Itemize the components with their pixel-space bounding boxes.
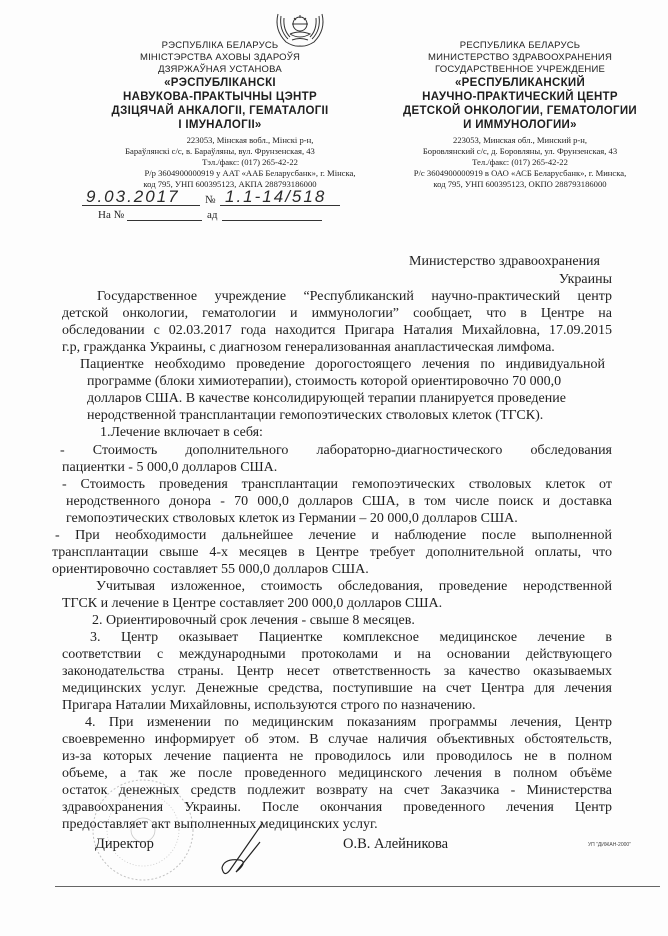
body-text-line: Пригара Наталии Михайловны, используются строго по назначению. [62,698,476,713]
header-left-line: ДЗЯРЖАЎНАЯ УСТАНОВА [158,64,282,75]
body-text-line: пациентки - 5 000,0 долларов США. [62,460,278,475]
body-text-line: ориентировочно составляет 55 000,0 долларов США. [52,562,369,577]
number-label: № [205,194,216,206]
body-text-line: своевременно информирует об этом. В случае наличия объективных обстоятельств, [62,732,612,747]
body-text-line: - Стоимость проведения трансплантации гемопоэтических стволовых клеток от [62,477,612,492]
header-left-address: 223053, Мінская вобл., Мінскі р-н, [186,135,314,145]
body-text-line: остаток денежных средств подлежит возврату на счет Заказчика - Министерства [62,783,612,798]
from-label: ад [207,209,218,221]
body-text-line: трансплантации свыше 4-х месяцев в Центре требует дополнительной оплаты, что [52,545,612,560]
header-left-title: І ІМУНАЛОГІІ» [178,119,262,131]
header-left-title: «РЭСПУБЛІКАНСКІ [164,77,276,89]
body-text-line: неродственной трансплантации гемопоэтических стволовых клеток (ТГСК). [87,408,544,423]
body-text-line: объеме, а так же после проведенного медицинского лечения в полном объёме [62,766,612,781]
body-text-line: Пациентке необходимо проведение дорогостоящего лечения по индивидуальной [80,357,605,372]
printer-mark: УП “ДИЖАН-2000” [588,842,631,848]
header-left-title: НАВУКОВА-ПРАКТЫЧНЫ ЦЭНТР [123,91,317,103]
body-text-line: соответствии с международными протоколами и на основании действующего [62,647,612,662]
body-text-line: предоставляет акт выполненных медицинских услуг. [62,817,378,832]
body-text-line: программе (блоки химиотерапии), стоимость которой ориентировочно 70 000,0 [87,374,562,389]
bottom-divider [55,886,660,887]
header-right-address: Боровлянский с/с, д. Боровляны, ул. Фрунзенская, 43 [422,146,618,156]
recipient-line: Украины [558,272,612,287]
body-text-line: здравоохранения Украины. После окончания проведенного лечения Центр [62,800,612,815]
body-text-line: - При необходимости дальнейшее лечение и наблюдение после выполненной [55,528,612,543]
body-text-line: из-за которых лечение пациента не проводилось или проводилось не в полном [62,749,612,764]
recipient-line: Министерство здравоохранения [409,254,600,269]
header-left-line: МІНІСТЭРСТВА АХОВЫ ЗДАРОЎЯ [139,52,301,63]
body-text-line: 4. При изменении по медицинским показаниям программы лечения, Центр [85,715,612,730]
body-text-line: Государственное учреждение “Республиканский научно-практический центр [97,289,612,304]
body-text-line: законодательства страны. Центр несет ответственность за качество оказываемых [62,664,612,679]
header-right-codes: код 795, УНП 600395123, ОКПО 288793186000 [433,179,607,189]
header-left-line: РЭСПУБЛІКА БЕЛАРУСЬ [161,40,279,51]
body-text-line: ТГСК и лечение в Центре составляет 200 000,0 долларов США. [62,596,443,611]
body-text-line: 3. Центр оказывает Пациентке комплексное медицинское лечение в [90,630,612,645]
header-right-address: 223053, Минская обл., Минский р-н, [453,135,587,145]
document-number: 1.1-14/518 [225,187,327,206]
body-text-line: обследовании с 02.03.2017 года находится Пригара Наталия Михайловна, 17.09.2015 [62,323,612,338]
header-right-line: РЕСПУБЛИКА БЕЛАРУСЬ [459,40,581,51]
header-right-bank: Р/с 3604900000919 в ОАО «АСБ Беларусбанк», г. Минска, [413,168,627,178]
body-text-line: - Стоимость дополнительного лабораторно-диагностического обследования [60,443,612,458]
body-text-line: медицинских услуг. Денежные средства, поступившие на счет Центра для лечения [62,681,612,696]
body-text-line: долларов США. В качестве консолидирующей терапии планируется проведение [87,391,566,406]
official-stamp-icon [88,775,198,885]
body-text-line: детской онкологии, гематологии и иммунологии” сообщает, что в Центре на [62,306,612,321]
header-left-phone: Тэл./факс: (017) 265-42-22 [202,157,298,167]
director-name: О.В. Алейникова [343,836,449,852]
body-text-line: г.р, гражданка Украины, с диагнозом генерализованная анапластическая лимфома. [62,340,555,355]
document-date: 9.03.2017 [86,187,180,206]
header-left-codes: код 795, УНП 600395123, АКПА 288793186000 [143,179,317,189]
body-text-line: неродственного донора - 70 000,0 долларов США, в том числе поиск и доставка [66,494,612,509]
header-right [390,0,650,189]
header-left-bank: Р/р 3604900000919 у ААТ «ААБ Беларусбанк», г. Мінска, [144,168,356,178]
on-number-label: На № [98,209,125,221]
header-right-title: «РЕСПУБЛИКАНСКИЙ [454,77,586,89]
header-left [90,0,356,189]
body-text-line: гемопоэтических стволовых клеток из Германии – 20 000,0 долларов США. [66,511,518,526]
header-right-phone: Тел./факс: (017) 265-42-22 [472,157,568,167]
header-left-title: ДЗІЦЯЧАЙ АНКАЛОГІІ, ГЕМАТАЛОГІІ [111,105,329,117]
body-text-line: 1.Лечение включает в себя: [100,425,263,440]
header-right-title: ДЕТСКОЙ ОНКОЛОГИИ, ГЕМАТОЛОГИИ [403,105,637,117]
header-right-line: МИНИСТЕРСТВО ЗДРАВООХРАНЕНИЯ [427,52,613,63]
header-right-line: ГОСУДАРСТВЕННОЕ УЧРЕЖДЕНИЕ [434,64,606,75]
header-left-address: Бараўлянскі с/с, в. Бараўляны, вул. Фрунзенская, 43 [125,146,315,156]
header-right-title: НАУЧНО-ПРАКТИЧЕСКИЙ ЦЕНТР [422,91,618,103]
signature-title: Директор [95,836,154,852]
handwritten-signature-icon [210,820,270,880]
body-text-line: 2. Ориентировочный срок лечения - свыше 8 месяцев. [92,613,415,628]
header-right-title: И ИММУНОЛОГИИ» [463,119,577,131]
body-text-line: Учитывая изложенное, стоимость обследования, проведение неродственной [96,579,612,594]
